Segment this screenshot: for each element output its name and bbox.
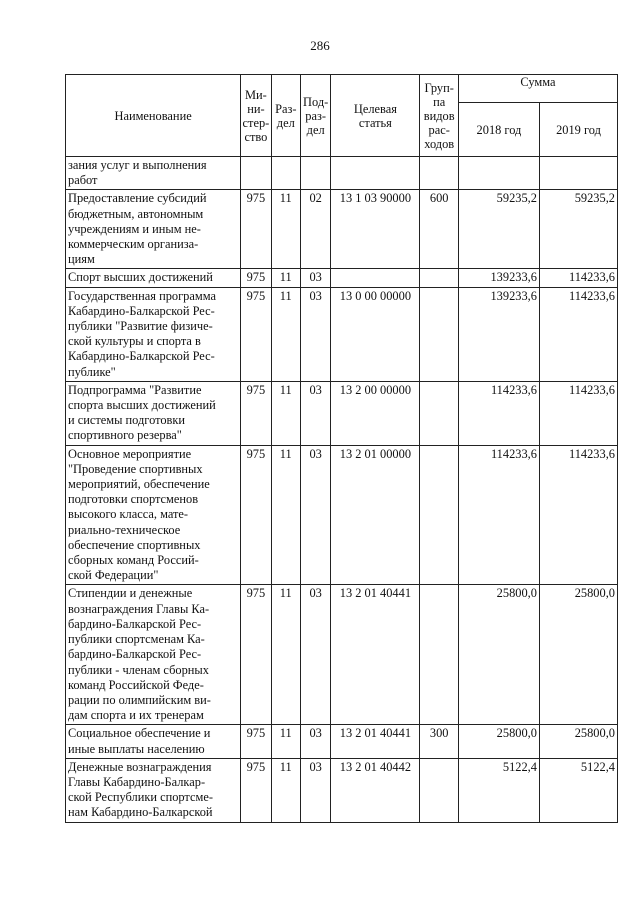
cell-subsection: 03 <box>300 725 330 758</box>
cell-sum-2019: 59235,2 <box>539 190 617 269</box>
cell-section: 11 <box>271 381 300 445</box>
cell-sum-2018: 114233,6 <box>458 445 539 585</box>
cell-target-article: 13 0 00 00000 <box>331 287 420 381</box>
cell-name: Основное мероприятие "Проведение спортивных мероприятий, обеспечение подготовки спортсменов высокого класса, мате- риально-техническое обеспечение спортивных сборных команд Россий- ской Федерации" <box>66 445 241 585</box>
cell-sum-2019: 25800,0 <box>539 585 617 725</box>
cell-sum-2019: 114233,6 <box>539 445 617 585</box>
page-number: 286 <box>310 38 330 53</box>
cell-ministry: 975 <box>241 190 271 269</box>
header-year-2019: 2019 год <box>539 103 617 157</box>
cell-sum-2018: 139233,6 <box>458 287 539 381</box>
cell-sum-2018: 139233,6 <box>458 269 539 287</box>
budget-table <box>65 74 618 823</box>
table-row <box>66 758 618 822</box>
cell-target-article <box>331 269 420 287</box>
cell-target-article: 13 2 01 40441 <box>331 725 420 758</box>
cell-name: зания услуг и выполнения работ <box>66 157 241 190</box>
cell-expense-group <box>420 445 458 585</box>
cell-ministry: 975 <box>241 269 271 287</box>
cell-section: 11 <box>271 585 300 725</box>
cell-sum-2018: 25800,0 <box>458 725 539 758</box>
cell-subsection: 03 <box>300 287 330 381</box>
table-row <box>66 725 618 758</box>
cell-name: Социальное обеспечение и иные выплаты населению <box>66 725 241 758</box>
header-ministry: Ми- ни- стер- ство <box>241 75 271 157</box>
table-header <box>66 75 618 157</box>
cell-section: 11 <box>271 725 300 758</box>
cell-sum-2018 <box>458 157 539 190</box>
cell-sum-2019: 114233,6 <box>539 287 617 381</box>
cell-ministry: 975 <box>241 725 271 758</box>
cell-sum-2019 <box>539 157 617 190</box>
table-row <box>66 585 618 725</box>
cell-subsection <box>300 157 330 190</box>
table-row <box>66 269 618 287</box>
header-section: Раз- дел <box>271 75 300 157</box>
cell-target-article <box>331 157 420 190</box>
cell-ministry: 975 <box>241 445 271 585</box>
cell-ministry: 975 <box>241 287 271 381</box>
cell-ministry: 975 <box>241 585 271 725</box>
cell-expense-group: 600 <box>420 190 458 269</box>
cell-section: 11 <box>271 287 300 381</box>
cell-expense-group <box>420 269 458 287</box>
cell-section: 11 <box>271 445 300 585</box>
cell-sum-2018: 59235,2 <box>458 190 539 269</box>
cell-ministry <box>241 157 271 190</box>
cell-target-article: 13 2 01 40441 <box>331 585 420 725</box>
cell-name: Подпрограмма "Развитие спорта высших достижений и системы подготовки спортивного резерва" <box>66 381 241 445</box>
header-sum: Сумма <box>458 75 617 103</box>
cell-expense-group <box>420 758 458 822</box>
cell-sum-2018: 5122,4 <box>458 758 539 822</box>
cell-ministry: 975 <box>241 758 271 822</box>
cell-sum-2019: 114233,6 <box>539 381 617 445</box>
cell-sum-2018: 25800,0 <box>458 585 539 725</box>
cell-sum-2019: 5122,4 <box>539 758 617 822</box>
table-body <box>66 157 618 823</box>
cell-subsection: 03 <box>300 445 330 585</box>
cell-sum-2019: 114233,6 <box>539 269 617 287</box>
cell-name: Спорт высших достижений <box>66 269 241 287</box>
cell-subsection: 03 <box>300 585 330 725</box>
cell-target-article: 13 1 03 90000 <box>331 190 420 269</box>
header-subsection: Под- раз- дел <box>300 75 330 157</box>
cell-sum-2019: 25800,0 <box>539 725 617 758</box>
cell-sum-2018: 114233,6 <box>458 381 539 445</box>
cell-ministry: 975 <box>241 381 271 445</box>
cell-expense-group <box>420 287 458 381</box>
header-expense-group: Груп- па видов рас- ходов <box>420 75 458 157</box>
header-year-2018: 2018 год <box>458 103 539 157</box>
cell-expense-group: 300 <box>420 725 458 758</box>
cell-target-article: 13 2 01 00000 <box>331 445 420 585</box>
header-target-article: Целевая статья <box>331 75 420 157</box>
cell-name: Денежные вознаграждения Главы Кабардино-Балкар- ской Республики спортсме- нам Кабардино-Балкарской <box>66 758 241 822</box>
table-row <box>66 287 618 381</box>
table-row <box>66 157 618 190</box>
table-row <box>66 190 618 269</box>
cell-name: Государственная программа Кабардино-Балкарской Рес- публики "Развитие физиче- ской культуры и спорта в Кабардино-Балкарской Рес- публике" <box>66 287 241 381</box>
cell-expense-group <box>420 585 458 725</box>
cell-subsection: 02 <box>300 190 330 269</box>
cell-subsection: 03 <box>300 381 330 445</box>
cell-name: Предоставление субсидий бюджетным, автономным учреждениям и иным не- коммерческим организа- циям <box>66 190 241 269</box>
cell-section: 11 <box>271 758 300 822</box>
cell-expense-group <box>420 381 458 445</box>
table-row <box>66 445 618 585</box>
cell-target-article: 13 2 01 40442 <box>331 758 420 822</box>
header-name: Наименование <box>66 75 241 157</box>
cell-section <box>271 157 300 190</box>
cell-name: Стипендии и денежные вознаграждения Главы Ка- бардино-Балкарской Рес- публики спортсменам Ка- бардино-Балкарской Рес- публики - членам сборных команд Российской Феде- рации по олимпийским ви- дам спорта и их тренерам <box>66 585 241 725</box>
cell-section: 11 <box>271 269 300 287</box>
cell-target-article: 13 2 00 00000 <box>331 381 420 445</box>
cell-expense-group <box>420 157 458 190</box>
cell-section: 11 <box>271 190 300 269</box>
cell-subsection: 03 <box>300 269 330 287</box>
cell-subsection: 03 <box>300 758 330 822</box>
table-row <box>66 381 618 445</box>
